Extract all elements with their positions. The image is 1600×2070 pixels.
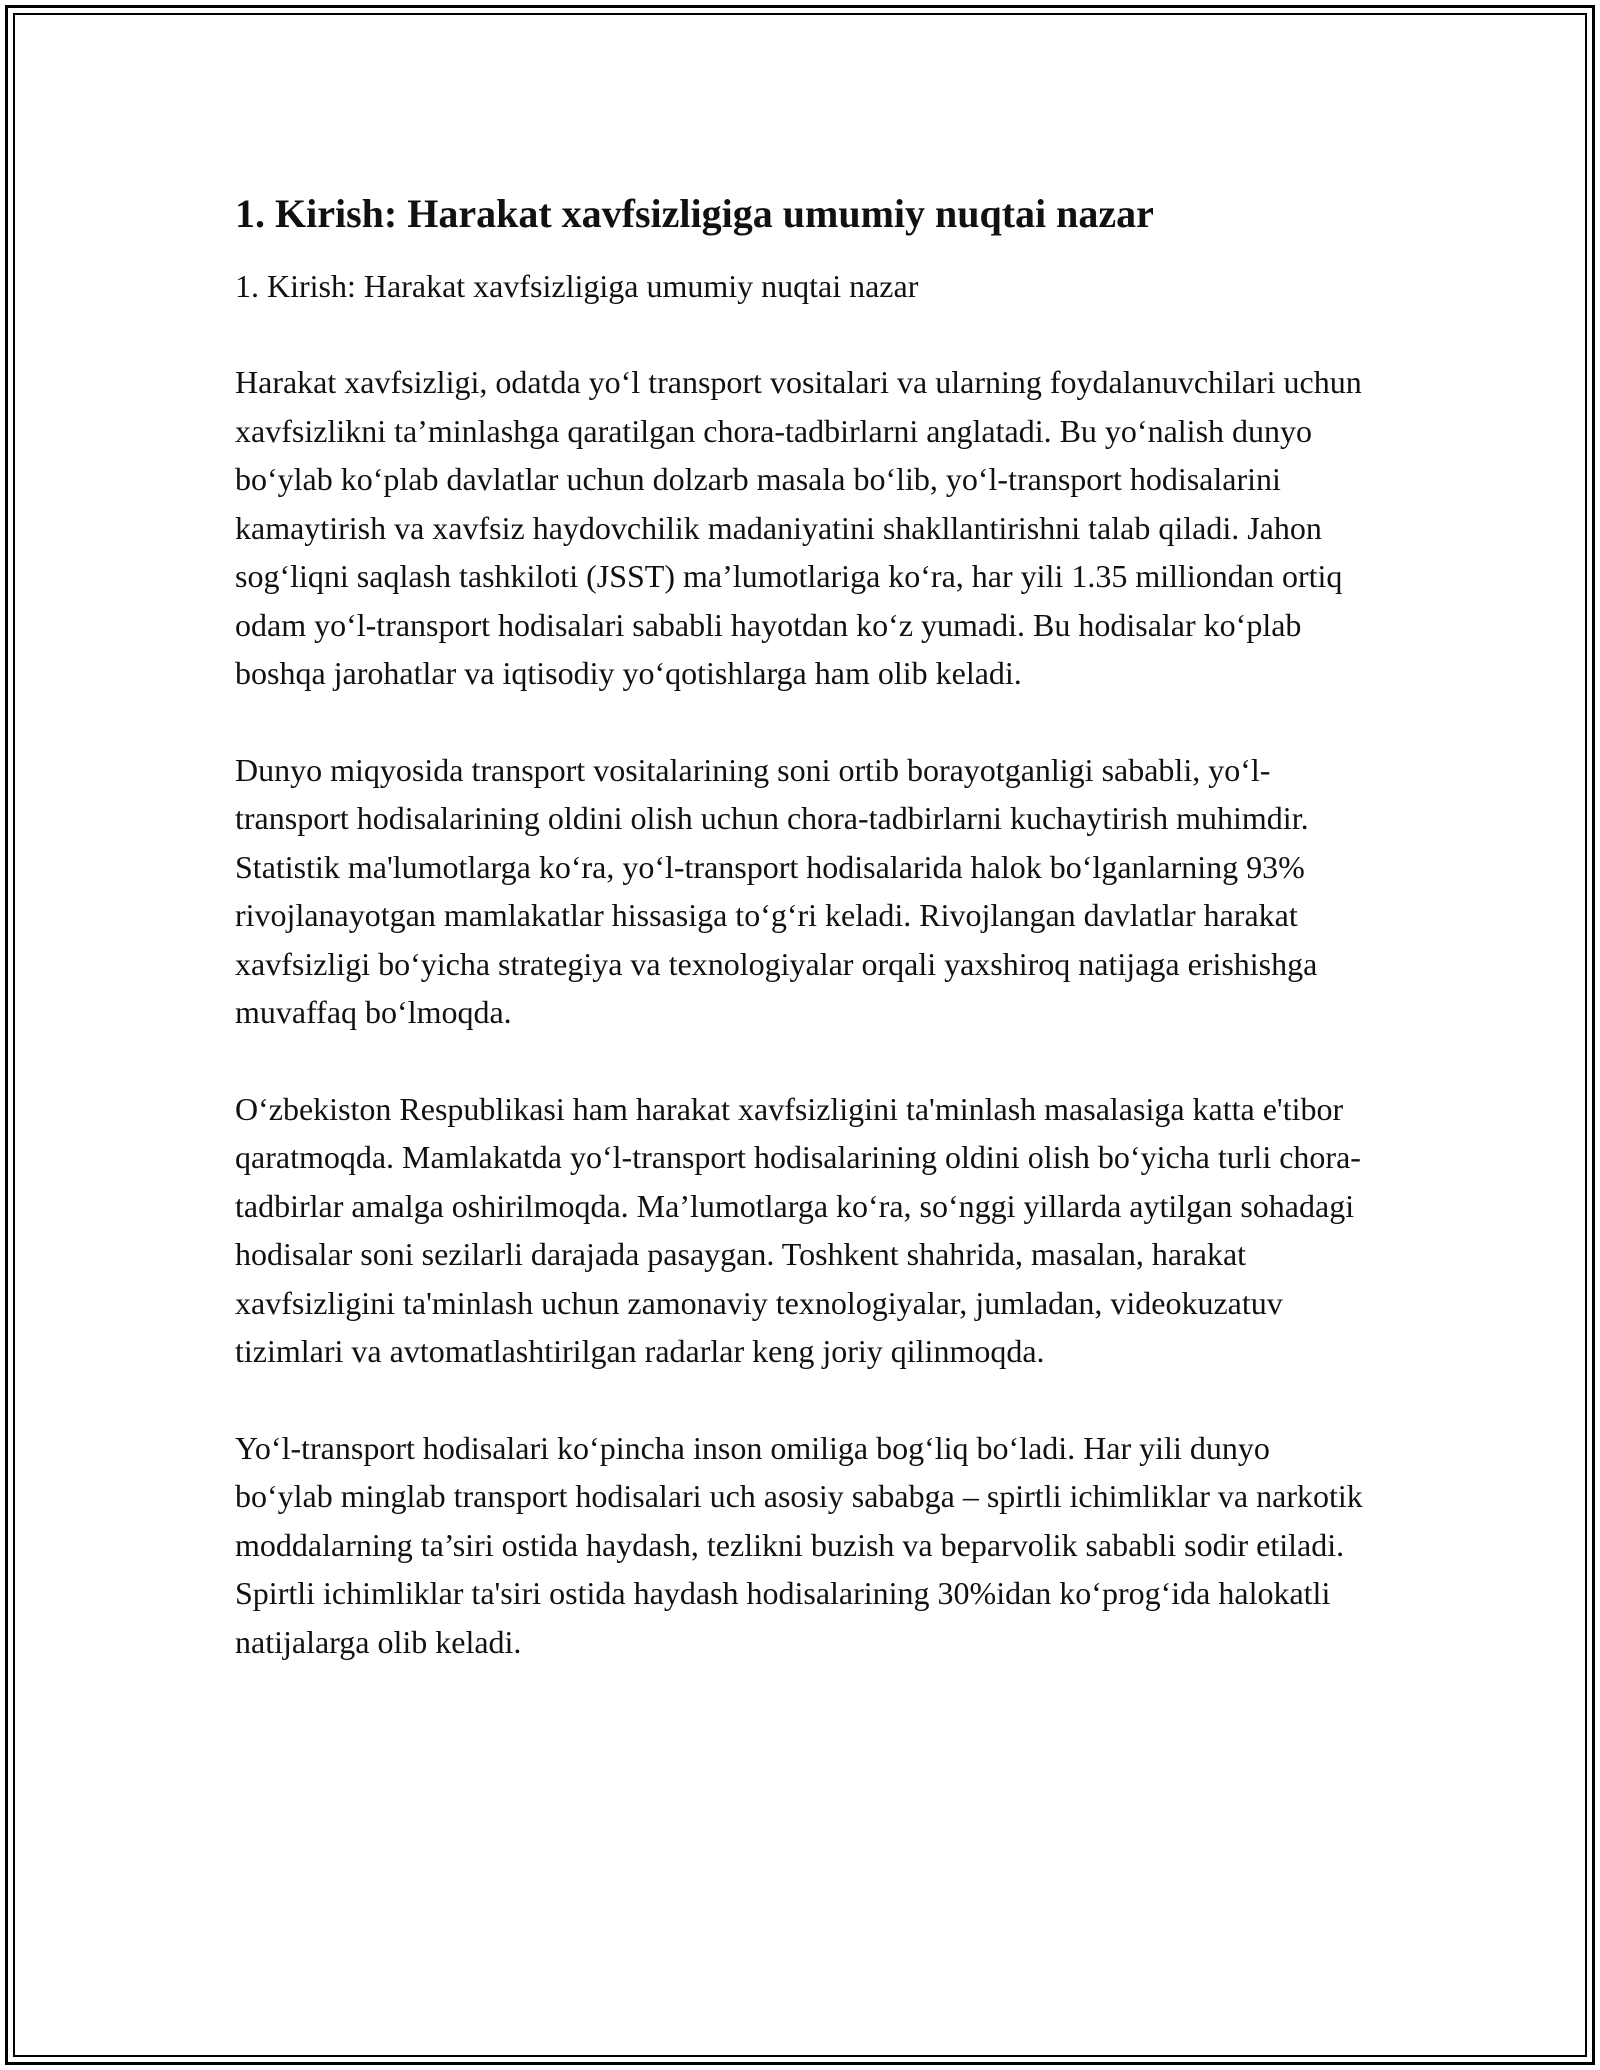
document-subtitle: 1. Kirish: Harakat xavfsizligiga umumiy nuqtai nazar xyxy=(235,268,919,304)
paragraph-1: Harakat xavfsizligi, odatda yo‘l transport vositalari va ularning foydalanuvchilari uchun xavfsizlikni ta’minlashga qaratilgan chora-tadbirlarni anglatadi. Bu yo‘nalish dunyo bo‘ylab ko‘plab davlatlar uchun dolzarb masala bo‘lib, yo‘l-transport hodisalarini kamaytirish va xavfsiz haydovchilik madaniyatini shakllantirishni talab qiladi. Jahon sog‘liqni saqlash tashkiloti (JSST) ma’lumotlariga ko‘ra, har yili 1.35 milliondan ortiq odam yo‘l-transport hodisalari sababli hayotdan ko‘z yumadi. Bu hodisalar ko‘plab boshqa jarohatlar va iqtisodiy yo‘qotishlarga ham olib keladi. xyxy=(235,364,1362,691)
paragraph-3: O‘zbekiston Respublikasi ham harakat xavfsizligini ta'minlash masalasiga katta e'tibor qaratmoqda. Mamlakatda yo‘l-transport hodisalarining oldini olish bo‘yicha turli chora-tadbirlar amalga oshirilmoqda. Ma’lumotlarga ko‘ra, so‘nggi yillarda aytilgan sohadagi hodisalar soni sezilarli darajada pasaygan. Toshkent shahrida, masalan, harakat xavfsizligini ta'minlash uchun zamonaviy texnologiyalar, jumladan, videokuzatuv tizimlari va avtomatlashtirilgan radarlar keng joriy qilinmoqda. xyxy=(235,1090,1361,1369)
paragraph-2: Dunyo miqyosida transport vositalarining soni ortib borayotganligi sababli, yo‘l-transport hodisalarining oldini olish uchun chora-tadbirlarni kuchaytirish muhimdir. Statistik ma'lumotlarga ko‘ra, yo‘l-transport hodisalarida halok bo‘lganlarning 93% rivojlanayotgan mamlakatlar hissasiga to‘g‘ri keladi. Rivojlangan davlatlar harakat xavfsizligi bo‘yicha strategiya va texnologiyalar orqali yaxshiroq natijaga erishishga muvaffaq bo‘lmoqda. xyxy=(235,751,1318,1030)
paragraph-4: Yo‘l-transport hodisalari ko‘pincha inson omiliga bog‘liq bo‘ladi. Har yili dunyo bo‘ylab minglab transport hodisalari uch asosiy sababga – spirtli ichimliklar va narkotik moddalarning ta’siri ostida haydash, tezlikni buzish va beparvolik sababli sodir etiladi. Spirtli ichimliklar ta'siri ostida haydash hodisalarining 30%idan ko‘prog‘ida halokatli natijalarga olib keladi. xyxy=(235,1429,1363,1660)
document-title: 1. Kirish: Harakat xavfsizligiga umumiy nuqtai nazar xyxy=(235,191,1154,236)
document-body xyxy=(235,186,1375,1666)
